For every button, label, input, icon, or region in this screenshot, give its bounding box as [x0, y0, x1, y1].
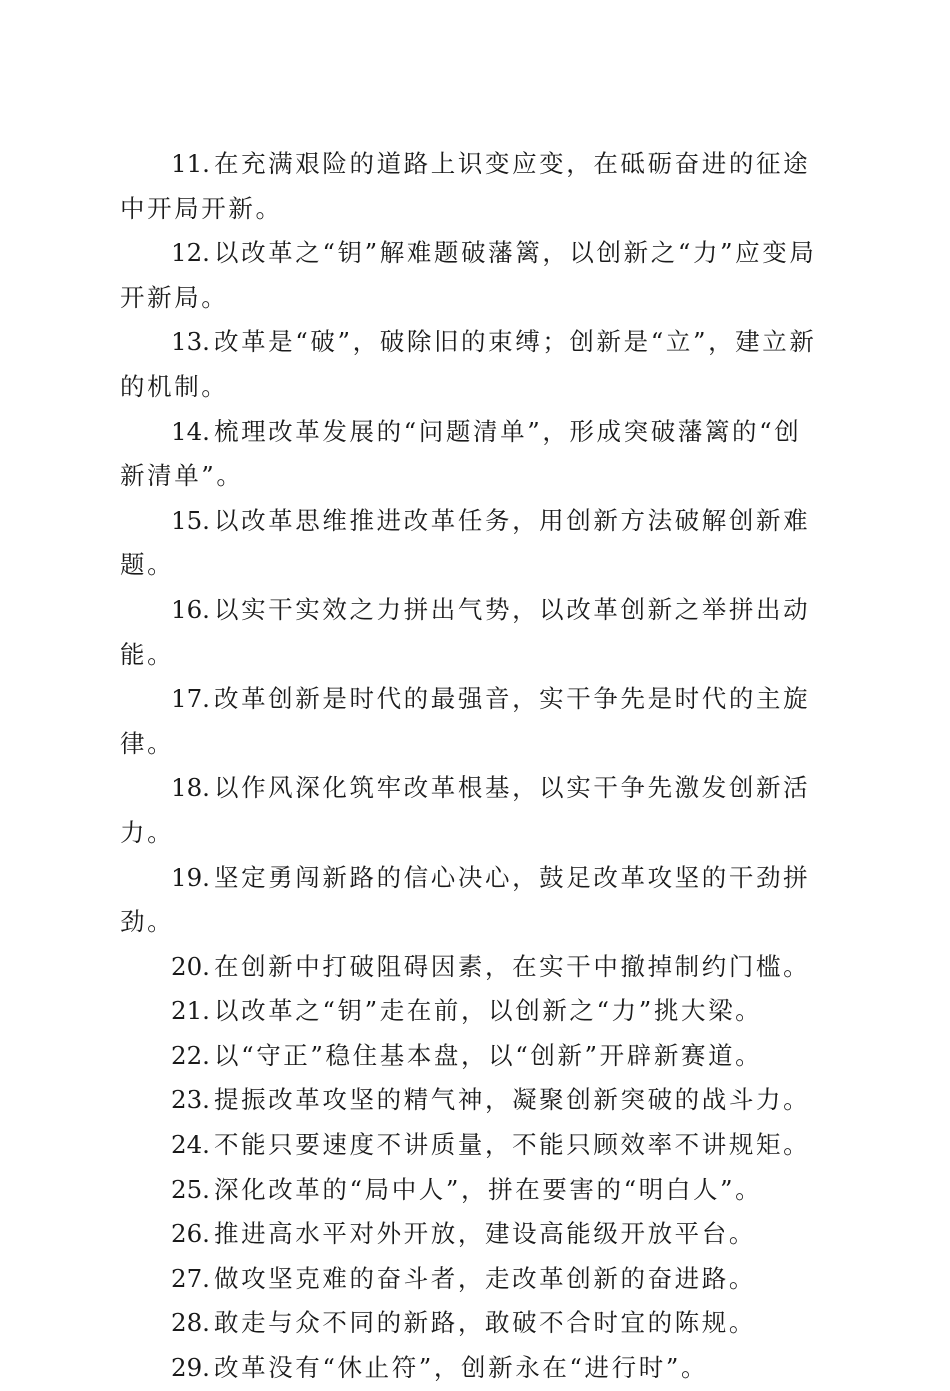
list-item [120, 1301, 825, 1346]
item-text: 改革没有“休止符”，创新永在“进行时”。 [213, 1353, 709, 1383]
item-text: 推进高水平对外开放，建设高能级开放平台。 [213, 1219, 756, 1249]
list-item [120, 1034, 825, 1079]
item-number: 26. [171, 1219, 210, 1249]
item-text: 坚定勇闯新路的信心决心，鼓足改革攻坚的干劲拼劲。 [120, 862, 811, 937]
item-number: 19. [171, 862, 210, 892]
item-text: 深化改革的“局中人”，拼在要害的“明白人”。 [213, 1174, 763, 1204]
item-text: 不能只要速度不讲质量，不能只顾效率不讲规矩。 [213, 1130, 811, 1160]
item-text: 梳理改革发展的“问题清单”，形成突破藩篱的“创新清单”。 [120, 416, 802, 491]
list-item [120, 945, 825, 990]
item-number: 14. [171, 416, 210, 446]
item-text: 敢走与众不同的新路，敢破不合时宜的陈规。 [213, 1308, 756, 1338]
list-item [120, 1212, 825, 1257]
item-number: 11. [171, 149, 210, 178]
item-text: 以改革思维推进改革任务，用创新方法破解创新难题。 [120, 505, 811, 580]
list-item [120, 588, 825, 677]
item-text: 以实干实效之力拼出气势，以改革创新之举拼出动能。 [120, 594, 811, 669]
item-text: 以改革之“钥”走在前，以创新之“力”挑大梁。 [213, 996, 763, 1026]
list-item [120, 856, 825, 945]
list-item [120, 410, 825, 499]
item-number: 21. [171, 996, 210, 1026]
item-text: 在创新中打破阻碍因素，在实干中撤掉制约门槛。 [213, 951, 811, 981]
list-item [120, 1346, 825, 1391]
item-number: 13. [171, 327, 210, 357]
item-text: 在充满艰险的道路上识变应变，在砥砺奋进的征途中开局开新。 [120, 149, 811, 223]
list-item [120, 1078, 825, 1123]
item-number: 24. [171, 1130, 210, 1160]
list-item [120, 1257, 825, 1302]
item-number: 29. [171, 1353, 210, 1383]
list-item [120, 989, 825, 1034]
item-text: 提振改革攻坚的精气神，凝聚创新突破的战斗力。 [213, 1085, 811, 1115]
item-text: 改革是“破”，破除旧的束缚；创新是“立”，建立新的机制。 [120, 327, 817, 401]
document-body [120, 142, 825, 1391]
list-item [120, 499, 825, 588]
item-text: 以作风深化筑牢改革根基，以实干争先激发创新活力。 [120, 773, 811, 847]
item-number: 28. [171, 1308, 210, 1338]
list-item [120, 677, 825, 766]
item-number: 12. [171, 238, 210, 268]
item-number: 27. [171, 1263, 210, 1293]
item-number: 17. [171, 684, 210, 714]
item-number: 22. [171, 1040, 210, 1070]
list-item [120, 1168, 825, 1213]
item-text: 改革创新是时代的最强音，实干争先是时代的主旋律。 [120, 684, 811, 758]
list-item [120, 142, 825, 231]
item-number: 25. [171, 1174, 210, 1204]
list-item [120, 1123, 825, 1168]
list-item [120, 320, 825, 409]
list-item [120, 766, 825, 855]
item-number: 23. [171, 1085, 210, 1115]
item-number: 20. [171, 951, 210, 981]
item-number: 15. [171, 505, 210, 535]
item-text: 以改革之“钥”解难题破藩篱，以创新之“力”应变局开新局。 [120, 238, 817, 312]
item-text: 以“守正”稳住基本盘，以“创新”开辟新赛道。 [213, 1040, 763, 1070]
item-number: 18. [171, 773, 210, 803]
list-item [120, 231, 825, 320]
item-text: 做攻坚克难的奋斗者，走改革创新的奋进路。 [213, 1263, 756, 1293]
item-number: 16. [171, 594, 210, 624]
